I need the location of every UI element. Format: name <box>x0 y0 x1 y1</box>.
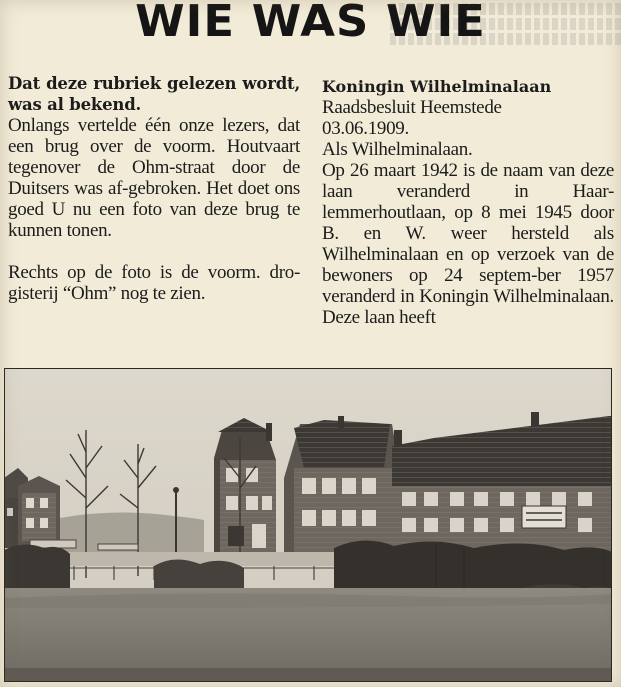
drugstore-paragraph: Rechts op de foto is de voorm. dro-gisterij “Ohm” nog te zien. <box>8 262 300 304</box>
bridge-paragraph: Onlangs vertelde één onze lezers, dat een brug over de voorm. Houtvaart tegenover de Ohm-straat door de Duitsers was af-gebroken. Het doet ons goed U nu een foto van deze brug te kunnen tonen. <box>8 115 300 241</box>
council-decision-line: Raadsbesluit Heemstede <box>322 97 502 118</box>
left-column <box>8 73 300 304</box>
street-history-paragraph: Op 26 maart 1942 is de naam van deze laan veranderd in Haar-lemmerhoutlaan, op 8 mei 1945 door B. en W. weer hersteld als Wilhelminalaan en op verzoek van de bewoners op 24 septem-ber 1957 veranderd in Koningin Wilhelminalaan. Deze laan heeft <box>322 160 614 328</box>
headline: WIE WAS WIE <box>135 0 486 47</box>
historic-street-photo <box>4 368 612 682</box>
photo-houses-bridge-icon <box>4 368 612 682</box>
street-title: Koningin Wilhelminalaan <box>322 77 552 96</box>
original-name-line: Als Wilhelminalaan. <box>322 139 473 160</box>
right-column <box>322 76 614 328</box>
lede-text: Dat deze rubriek gelezen wordt, was al bekend. <box>8 74 300 114</box>
decision-date-line: 03.06.1909. <box>322 118 409 139</box>
